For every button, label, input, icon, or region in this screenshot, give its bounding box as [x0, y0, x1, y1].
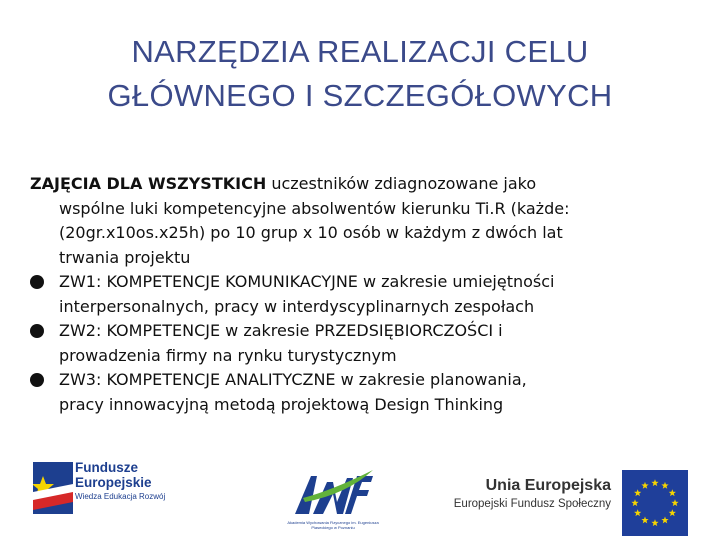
unia-europejska-logo [436, 476, 611, 516]
bullet-item [30, 270, 710, 319]
bullet-line-2: interpersonalnych, pracy w interdyscyplinarnych zespołach [59, 296, 535, 316]
fe-line-2: Europejskie [75, 475, 152, 490]
bullet-line-2: prowadzenia firmy na rynku turystycznym [59, 345, 397, 365]
fe-star-icon [33, 462, 73, 514]
intro-line-4: trwania projektu [59, 247, 191, 267]
awf-logo [287, 468, 379, 538]
bullet-item [30, 319, 710, 368]
awf-caption: Akademia Wychowania Fizycznego im. Eugeniusza Piaseckiego w Poznaniu [287, 520, 379, 530]
fe-line-3: Wiedza Edukacja Rozwój [75, 492, 166, 501]
fe-text [75, 460, 193, 504]
fundusze-europejskie-logo [33, 460, 193, 528]
title-line-2: GŁÓWNEGO I SZCZEGÓŁOWYCH [107, 78, 613, 113]
intro-lead: ZAJĘCIA DLA WSZYSTKICH [30, 174, 267, 193]
bullet-line-1: ZW3: KOMPETENCJE ANALITYCZNE w zakresie planowania, [59, 370, 527, 389]
logo-bar [0, 440, 720, 540]
intro-line-3: (20gr.x10os.x25h) po 10 grup x 10 osób w każdym z dwóch lat [59, 223, 563, 242]
bullet-item [30, 368, 710, 417]
intro-line-1: uczestników zdiagnozowane jako [266, 174, 537, 193]
bullet-line-2: pracy innowacyjną metodą projektową Design Thinking [59, 394, 504, 414]
ue-line-2: Europejski Fundusz Społeczny [453, 498, 611, 510]
bullet-line-1: ZW1: KOMPETENCJE KOMUNIKACYJNE w zakresie umiejętności [59, 272, 555, 291]
bullet-dot-icon [30, 275, 44, 289]
awf-mark-icon [287, 468, 379, 518]
intro-paragraph [30, 172, 710, 270]
bullet-line-1: ZW2: KOMPETENCJE w zakresie PRZEDSIĘBIORCZOŚCI i [59, 321, 503, 340]
ue-line-1: Unia Europejska [485, 477, 611, 494]
bullet-dot-icon [30, 324, 44, 338]
title-line-1: NARZĘDZIA REALIZACJI CELU [131, 34, 589, 69]
intro-line-2: wspólne luki kompetencyjne absolwentów kierunku Ti.R (każde: [59, 198, 570, 218]
eu-flag-icon [622, 470, 688, 536]
bullet-dot-icon [30, 373, 44, 387]
slide-title [0, 30, 720, 118]
slide-body [30, 172, 710, 417]
fe-line-1: Fundusze [75, 460, 138, 475]
